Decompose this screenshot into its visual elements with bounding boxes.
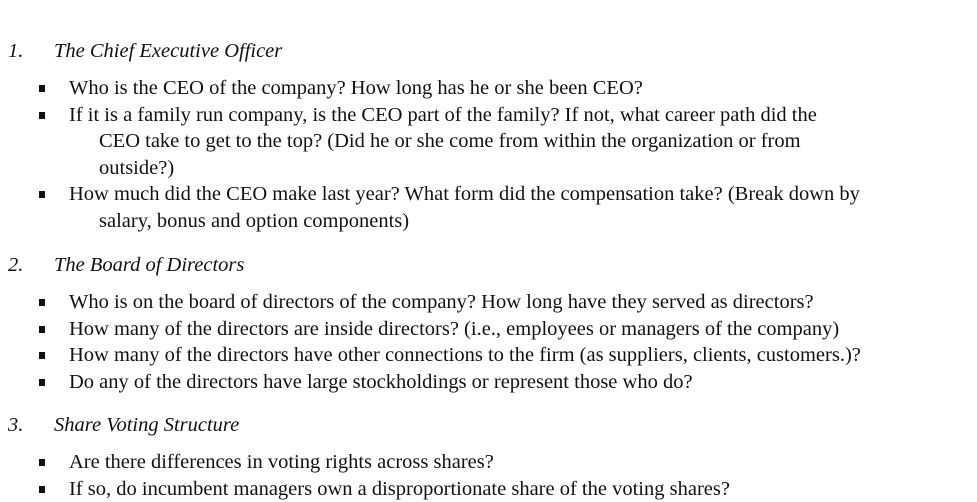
bullet-icon xyxy=(39,379,45,386)
item-text: Who is the CEO of the company? How long has he or she been CEO? xyxy=(69,77,643,99)
list-item xyxy=(0,102,977,182)
section-title: The Chief Executive Officer xyxy=(54,40,283,62)
item-text: Are there differences in voting rights across shares? xyxy=(69,451,494,473)
item-text: If it is a family run company, is the CEO part of the family? If not, what career path did the xyxy=(69,103,817,126)
bullet-list xyxy=(0,449,977,502)
list-item xyxy=(0,449,977,476)
item-text-continued: salary, bonus and option components) xyxy=(99,209,410,232)
list-item xyxy=(0,476,977,502)
section-heading xyxy=(0,251,977,279)
item-text: If so, do incumbent managers own a disproportionate share of the voting shares? xyxy=(69,477,730,500)
section-heading xyxy=(0,37,977,65)
list-item xyxy=(0,342,977,369)
section-title: The Board of Directors xyxy=(54,254,245,276)
bullet-icon xyxy=(39,326,45,333)
bullet-list xyxy=(0,289,977,395)
bullet-list xyxy=(0,75,977,234)
section-heading xyxy=(0,411,977,439)
list-item xyxy=(0,316,977,343)
section-number: 2. xyxy=(8,254,24,276)
bullet-icon xyxy=(39,299,45,306)
section-ceo xyxy=(0,37,977,234)
item-text-continued: CEO take to get to the top? (Did he or she come from within the organization or from xyxy=(99,130,801,152)
list-item xyxy=(0,289,977,316)
item-text: How much did the CEO make last year? What form did the compensation take? (Break down by xyxy=(69,183,860,205)
section-number: 3. xyxy=(8,414,24,436)
bullet-icon xyxy=(39,85,45,92)
item-text: Do any of the directors have large stockholdings or represent those who do? xyxy=(69,370,693,393)
item-text: How many of the directors are inside directors? (i.e., employees or managers of the company) xyxy=(69,317,840,340)
list-item xyxy=(0,369,977,396)
bullet-icon xyxy=(39,112,45,119)
section-voting xyxy=(0,411,977,502)
bullet-icon xyxy=(39,459,45,466)
list-item xyxy=(0,181,977,234)
section-number: 1. xyxy=(8,40,24,62)
bullet-icon xyxy=(39,352,45,359)
section-title: Share Voting Structure xyxy=(54,414,240,436)
list-item xyxy=(0,75,977,102)
bullet-icon xyxy=(39,191,45,198)
item-text: How many of the directors have other connections to the firm (as suppliers, clients, customers.)? xyxy=(69,344,861,366)
item-text-continued: outside?) xyxy=(99,156,175,179)
item-text: Who is on the board of directors of the company? How long have they served as directors? xyxy=(69,291,814,313)
bullet-icon xyxy=(39,486,45,493)
section-board xyxy=(0,251,977,395)
